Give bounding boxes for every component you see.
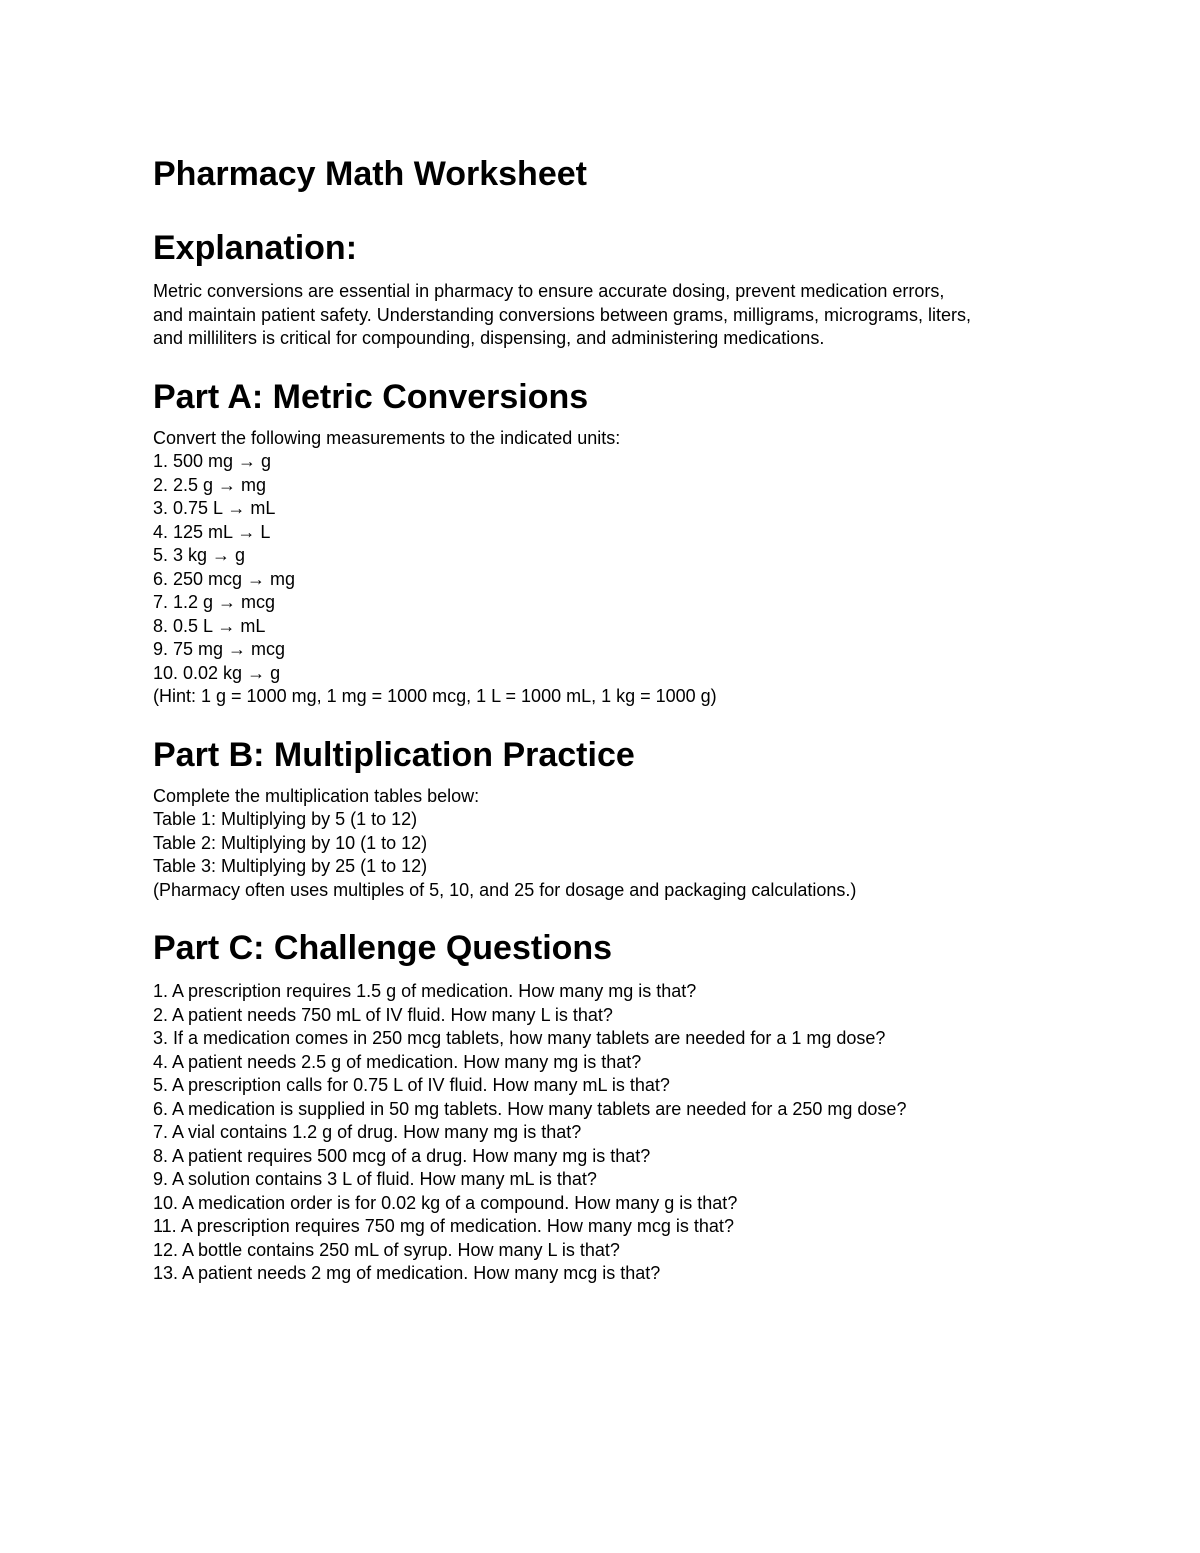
conversion-item: 1. 500 mg → g	[153, 451, 272, 471]
part-c-list	[153, 980, 1113, 1286]
part-a-intro: Convert the following measurements to the indicated units:	[153, 427, 621, 448]
part-a-heading: Part A: Metric Conversions	[153, 377, 589, 416]
question-item: 6. A medication is supplied in 50 mg tablets. How many tablets are needed for a 250 mg dose?	[153, 1098, 907, 1119]
conversion-item: 2. 2.5 g → mg	[153, 474, 267, 495]
conversion-item: 4. 125 mL → L	[153, 521, 271, 542]
explanation-line: and maintain patient safety. Understanding conversions between grams, milligrams, micrograms, liters,	[153, 304, 972, 325]
part-a-hint: (Hint: 1 g = 1000 mg, 1 mg = 1000 mcg, 1 L = 1000 mL, 1 kg = 1000 g)	[153, 686, 717, 706]
conversion-item: 3. 0.75 L → mL	[153, 498, 276, 518]
question-item: 5. A prescription calls for 0.75 L of IV fluid. How many mL is that?	[153, 1075, 670, 1095]
conversion-item: 8. 0.5 L → mL	[153, 615, 266, 636]
explanation-line: and milliliters is critical for compounding, dispensing, and administering medications.	[153, 328, 825, 348]
worksheet-page	[153, 150, 1113, 1286]
question-item: 8. A patient requires 500 mcg of a drug. How many mg is that?	[153, 1145, 651, 1166]
part-b-heading: Part B: Multiplication Practice	[153, 735, 635, 774]
question-item: 4. A patient needs 2.5 g of medication. How many mg is that?	[153, 1051, 642, 1072]
part-b-body	[153, 785, 1113, 903]
part-b-note: (Pharmacy often uses multiples of 5, 10, and 25 for dosage and packaging calculations.)	[153, 879, 857, 900]
question-item: 11. A prescription requires 750 mg of medication. How many mcg is that?	[153, 1216, 734, 1236]
conversion-item: 9. 75 mg → mcg	[153, 639, 286, 659]
question-item: 1. A prescription requires 1.5 g of medication. How many mg is that?	[153, 981, 697, 1001]
part-a-body	[153, 427, 1113, 709]
table-item: Table 1: Multiplying by 5 (1 to 12)	[153, 809, 418, 829]
explanation-line: Metric conversions are essential in pharmacy to ensure accurate dosing, prevent medication errors,	[153, 281, 945, 301]
part-c-heading: Part C: Challenge Questions	[153, 929, 613, 967]
question-item: 3. If a medication comes in 250 mcg tablets, how many tablets are needed for a 1 mg dose?	[153, 1028, 886, 1048]
part-a-list	[153, 450, 1113, 685]
explanation-heading: Explanation:	[153, 229, 358, 267]
conversion-item: 10. 0.02 kg → g	[153, 662, 281, 683]
explanation-paragraph	[153, 280, 1113, 351]
table-item: Table 3: Multiplying by 25 (1 to 12)	[153, 856, 428, 876]
part-b-list	[153, 808, 1113, 879]
conversion-item: 5. 3 kg → g	[153, 545, 246, 565]
question-item: 10. A medication order is for 0.02 kg of a compound. How many g is that?	[153, 1192, 738, 1213]
question-item: 12. A bottle contains 250 mL of syrup. How many L is that?	[153, 1239, 620, 1260]
conversion-item: 7. 1.2 g → mcg	[153, 592, 276, 612]
question-item: 9. A solution contains 3 L of fluid. How many mL is that?	[153, 1169, 597, 1189]
table-item: Table 2: Multiplying by 10 (1 to 12)	[153, 832, 428, 853]
part-c-body	[153, 980, 1113, 1286]
question-item: 13. A patient needs 2 mg of medication. How many mcg is that?	[153, 1263, 661, 1283]
question-item: 7. A vial contains 1.2 g of drug. How many mg is that?	[153, 1122, 582, 1142]
conversion-item: 6. 250 mcg → mg	[153, 568, 296, 589]
part-b-intro: Complete the multiplication tables below:	[153, 785, 480, 806]
question-item: 2. A patient needs 750 mL of IV fluid. How many L is that?	[153, 1004, 613, 1025]
document-title: Pharmacy Math Worksheet	[153, 155, 587, 193]
